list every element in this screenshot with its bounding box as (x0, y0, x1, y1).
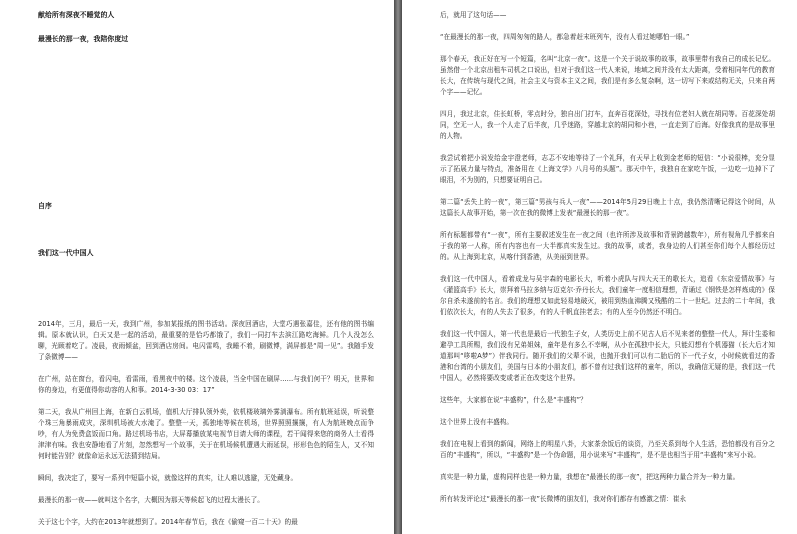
preface-subtitle: 我们这一代中国人 (38, 249, 94, 257)
right-paragraph: 第二篇“丢失上的一夜”，第三篇“男孩与兵人一夜”——2014年5月29日晚上十点，我仍然清晰记得这个时间，从这篇长人故事开始，第一次在我的微博上发表“最漫长的那一夜”。 (440, 198, 775, 217)
left-paragraph: 在广州，站在窗台，看闪电，看雷雨，看黑夜中的楼。这个凌晨，当全中国在刷屏……与我们何干？明天，世界和你的身边，有更值得你动容的人和事。2014-3-30 03：17” (38, 375, 374, 394)
right-paragraph: 所有转发评论过“最漫长的那一夜”长微博的朋友们，我对你们都存有感激之情：崔永 (440, 495, 687, 503)
right-paragraph: 我们在电视上看到的新闻，网络上的明星八卦，大家茶余饭后的谈资，乃至关系到每个人生活，恐怕都没有百分之百的“丰盛构”，所以，“丰盛构”是一个伪命题，用小说来写“丰盛构”，是不是也相当于用“丰盛构”来写小说。 (440, 440, 775, 459)
book-gutter (394, 0, 402, 534)
right-paragraph: 这个世界上没有丰盛构。 (440, 418, 514, 426)
right-page (402, 0, 797, 534)
left-paragraph: 第二天，我从广州回上海，在新白云机场，值机大厅排队领外卖，依机楼玻璃外雾淌瀑布。所有航班延误，听说整个珠三角暴雨成灾，深圳机场被大水淹了。整整一天，孤独地等候在机场，世界照照攘攘，有人为航班晚点而争吵，有人为免费盒饭而口角。路过机场书店，大屏幕播放某电视节目请大师的课程，若干闻得来您的商务人士看得津津有味。我也安静地看了片刻，忽然想写一个故事，关于在机场候机遭遇大雨延误，形形色色的陌生人，又不知何时能告别？就像命运永远无法猜到结局。 (38, 408, 374, 460)
right-paragraph: 我们这一代中国人，看着成龙与吴宇森的电影长大，听着小虎队与四大天王的歌长大，追看《东京爱情故事》与《灌篮高手》长大，崇拜着马拉多纳与迈克尔·乔丹长大，我们童年一度相信理想，背诵过《钢铁是怎样炼成的》保尔自杀未遂前的名言。我们的理想又如此轻易地破灭，被用到热血沸腾又残酷的二十一世纪。过去的二十年间，我们依次长大，有的人失去了很多，有的人千帆直挂老去；有的人至今仍然还不明白。 (440, 275, 775, 316)
right-paragraph: 这些年，大家都在说“丰盛构”，什么是“丰盛构”？ (440, 396, 587, 404)
book-subtitle: 最漫长的那一夜，我陪你度过 (38, 35, 129, 43)
right-paragraph: 后，就用了这句话—— (440, 11, 507, 19)
right-paragraph: 真实是一种力量，虚构同样也是一种力量，我想在“最漫长的那一夜”，把这两种力量合并为一种力量。 (440, 473, 740, 481)
right-paragraph: 所有标题都带有“一夜”，所有主要叙述发生在一夜之间（也许所涉及故事和背景跨越数年），所有视角几乎都来自于我的第一人称，所有内容也有一大半都真实发生过。我的故事，或者，我身边的人们甚至你们每个人都经历过的。从上海到北京，从喀什到香港，从美丽到世界。 (440, 231, 775, 261)
right-paragraph: 我尝试着把小说发给金宇澄老师，志忑不安地等待了一个礼拜，有天早上收到金老师的短信：“小说很棒，充分显示了拓展力量与特点，准备用在《上海文学》八月号的头题”。那天中午，我独自在家吃午饭，一边吃一边掉下了眼泪，不为别的，只想要证明自己。 (440, 154, 775, 184)
left-paragraph: 瞬间，我决定了，要写一系列中短篇小说，就像这样的真实，让人难以逃避，无处藏身。 (38, 474, 298, 482)
right-paragraph: 那个春天，我正好在写一个短篇，名叫“北京一夜”。这是一个关于说故事的故事，故事里带有我自己的成长记忆。虽然借一个北京出租车司机之口说出，但对于我们这一代人来说，地域之间并没有太大距离，受着相同年代的教育长大，在传统与现代之间，社会主义与资本主义之间，我们是有多么复杂啊，这一切写下来或结构无关，只来自两个字——记忆。 (440, 55, 775, 96)
left-paragraph: 2014年，三月，最后一天，我到广州，参加某报纸的图书活动。深夜回酒店，大堂巧遇张嘉佳，还有他的图书编辑。原本就认识，白天又是一起的活动，最重要的是恰巧都饿了，我们一同打车去滨江路吃海鲜。几个人没怎么聊，光顾着吃了。凌晨，夜雨倾盆，回到酒店房间。电闪雷鸣，我睡不着，刷微博，满屏都是“周一见”。我随手发了条微博—— (38, 320, 374, 361)
right-paragraph: “在最漫长的那一夜，四周匆匆的路人，都急着赶末班列车，没有人看过她哪怕一眼。” (440, 33, 690, 41)
preface-title: 自序 (38, 202, 52, 210)
right-paragraph: 我们这一代中国人，第一代也是最后一代独生子女，人类历史上前不见古人后不见来者的整整一代人，拜计生委和避孕工具所赐，我们没有兄弟姐妹，童年是有多么不幸啊，从小在孤独中长大，只能幻想有个机器猫（长大后才知道那叫“哆啦A梦”）伴我同行。随开我们的父辈不说，也抛开我们可以有二胎后的下一代子女，小时候就看过的香港和台湾的小朋友们，美国与日本的小朋友们，都不曾有过我们这样的童年，所以，我确信无疑的是，我们这一代中国人，必然将要改变或者正在改变这个世界。 (440, 330, 775, 382)
right-paragraph: 四月，我过北京，住长虹桥，零点时分，独自出门打车，直奔百花深处，寻找有位老妇人就在胡同等。百花深处胡同，空无一人，我一个人走了后半夜，几乎迷路，穿越北京的胡同和小巷，一直走到了后海。好像我真的是故事里的人物。 (440, 110, 775, 140)
left-paragraph: 关于这七个字，大约在2013年就想到了。2014年春节后，我在《偷窥一百二十天》的最 (38, 518, 298, 526)
dedication: 献给所有深夜不睡觉的人 (38, 11, 115, 19)
left-paragraph: 最漫长的那一夜——就叫这个名字，大概因为那天等候起飞的过程太漫长了。 (38, 496, 264, 504)
left-page (0, 0, 394, 534)
